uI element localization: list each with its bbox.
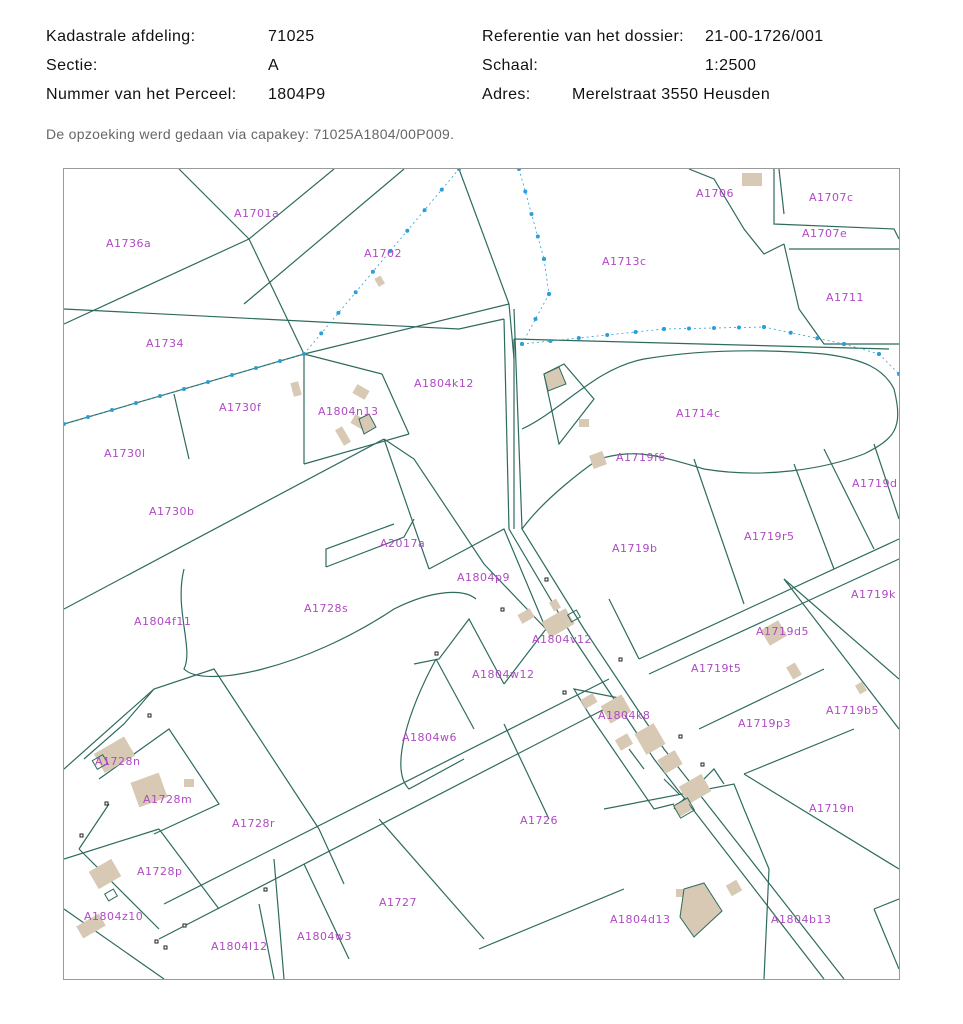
parcel-label: A1804d13 xyxy=(610,913,671,926)
boundary-dot xyxy=(302,352,306,356)
parcel-label: A1719t5 xyxy=(691,662,742,675)
boundary-dot xyxy=(336,311,340,315)
adres-value: Merelstraat 3550 Heusden xyxy=(572,86,771,103)
parcel-label: A1804k8 xyxy=(598,709,651,722)
boundary-dot xyxy=(319,331,323,335)
capakey-note: De opzoeking werd gedaan via capakey: 71025A1804/00P009. xyxy=(46,126,455,142)
boundary-dot xyxy=(517,169,521,171)
parcel-label: A1719n xyxy=(809,802,855,815)
boundary-dot xyxy=(605,333,609,337)
boundary-dash xyxy=(764,327,844,344)
boundary-dot xyxy=(523,190,527,194)
boundary-dot xyxy=(110,408,114,412)
boundary-dash xyxy=(879,354,899,374)
boundary-dot xyxy=(534,317,538,321)
parcel-label: A1713c xyxy=(602,255,647,268)
boundary-dot xyxy=(536,235,540,239)
boundary-dot xyxy=(278,359,282,363)
dossier-value: 21-00-1726/001 xyxy=(705,28,824,45)
parcel-label: A1719b5 xyxy=(826,704,879,717)
boundary-dot xyxy=(405,229,409,233)
parcel-label: A1702 xyxy=(364,247,403,260)
boundary-dot xyxy=(815,336,819,340)
boundary-dot xyxy=(634,330,638,334)
schaal-value: 1:2500 xyxy=(705,57,757,74)
afdeling-value: 71025 xyxy=(268,28,315,45)
boundary-dot xyxy=(182,387,186,391)
parcel-label: A1728m xyxy=(143,793,193,806)
parcel-label: A1701a xyxy=(234,207,280,220)
parcel-label: A1719b xyxy=(612,542,658,555)
parcel-label: A1734 xyxy=(146,337,185,350)
boundary-dot xyxy=(530,212,534,216)
parcel-label: A1707c xyxy=(809,191,854,204)
parcel-label: A1726 xyxy=(520,814,559,827)
parcel-label: A1719r5 xyxy=(744,530,795,543)
parcel-label: A1706 xyxy=(696,187,735,200)
boundary-dot xyxy=(712,326,716,330)
boundary-dash xyxy=(522,329,664,344)
boundary-dot xyxy=(64,422,66,426)
boundary-dot xyxy=(354,290,358,294)
boundary-dot xyxy=(520,342,524,346)
parcel-label: A1728n xyxy=(95,755,141,768)
parcel-label: A1804k12 xyxy=(414,377,474,390)
perceel-label: Nummer van het Perceel: xyxy=(46,86,237,103)
parcel-label: A1730f xyxy=(219,401,262,414)
parcel-label: A1804w6 xyxy=(402,731,458,744)
boundary-dot xyxy=(457,169,461,171)
parcel-label: A1736a xyxy=(106,237,152,250)
sectie-label: Sectie: xyxy=(46,57,98,74)
parcel-label: A1730l xyxy=(104,447,146,460)
adres-label: Adres: xyxy=(482,86,531,103)
boundary-dot xyxy=(371,270,375,274)
parcel-label: A1719p3 xyxy=(738,717,791,730)
boundary-dot xyxy=(254,366,258,370)
parcel-label: A1804l12 xyxy=(211,940,268,953)
cadastral-map-svg xyxy=(64,169,899,979)
afdeling-label: Kadastrale afdeling: xyxy=(46,28,196,45)
parcel-label: A1707e xyxy=(802,227,848,240)
boundary-dot xyxy=(542,257,546,261)
parcel-labels xyxy=(84,187,898,953)
boundary-dot xyxy=(158,394,162,398)
sectie-value: A xyxy=(268,57,280,74)
boundary-dot xyxy=(548,339,552,343)
boundary-dot xyxy=(789,331,793,335)
boundary-dot xyxy=(687,327,691,331)
boundary-dot xyxy=(842,342,846,346)
parcel-label: A2017a xyxy=(380,537,426,550)
buildings xyxy=(76,173,867,939)
boundary-dash xyxy=(544,259,549,294)
boundary-dot xyxy=(877,352,881,356)
parcel-label: A1728r xyxy=(232,817,276,830)
parcel-label: A1804w3 xyxy=(297,930,353,943)
parcel-label: A1804z10 xyxy=(84,910,144,923)
boundary-dot xyxy=(577,336,581,340)
vertices xyxy=(80,578,704,949)
parcel-label: A1728s xyxy=(304,602,349,615)
boundary-dash xyxy=(304,169,459,354)
boundary-dot xyxy=(134,401,138,405)
dossier-label: Referentie van het dossier: xyxy=(482,28,685,45)
boundary-dot xyxy=(737,326,741,330)
parcel-label: A1804p9 xyxy=(457,571,510,584)
boundary-dot xyxy=(547,292,551,296)
parcel-label: A1719d xyxy=(852,477,898,490)
parcel-label: A1719k xyxy=(851,588,896,601)
boundary-dot xyxy=(86,415,90,419)
boundary-dot xyxy=(662,327,666,331)
parcel-label: A1804n13 xyxy=(318,405,379,418)
boundary-dot xyxy=(206,380,210,384)
parcel-label: A1804w12 xyxy=(472,668,535,681)
schaal-label: Schaal: xyxy=(482,57,539,74)
parcel-label: A1804v12 xyxy=(532,633,593,646)
parcel-label: A1727 xyxy=(379,896,418,909)
boundary-dot xyxy=(762,325,766,329)
parcel-label: A1711 xyxy=(826,291,865,304)
parcel-label: A1728p xyxy=(137,865,183,878)
boundary-dot xyxy=(230,373,234,377)
parcel-label: A1804f11 xyxy=(134,615,192,628)
perceel-value: 1804P9 xyxy=(268,86,326,103)
parcel-label: A1719d5 xyxy=(756,625,809,638)
boundary-dot xyxy=(423,208,427,212)
parcel-label: A1719f6 xyxy=(616,451,666,464)
parcel-label: A1804b13 xyxy=(771,913,832,926)
parcel-label: A1730b xyxy=(149,505,195,518)
boundary-dot xyxy=(440,188,444,192)
parcel-label: A1714c xyxy=(676,407,721,420)
cadastral-map[interactable] xyxy=(63,168,900,980)
dossier-info xyxy=(0,0,963,120)
